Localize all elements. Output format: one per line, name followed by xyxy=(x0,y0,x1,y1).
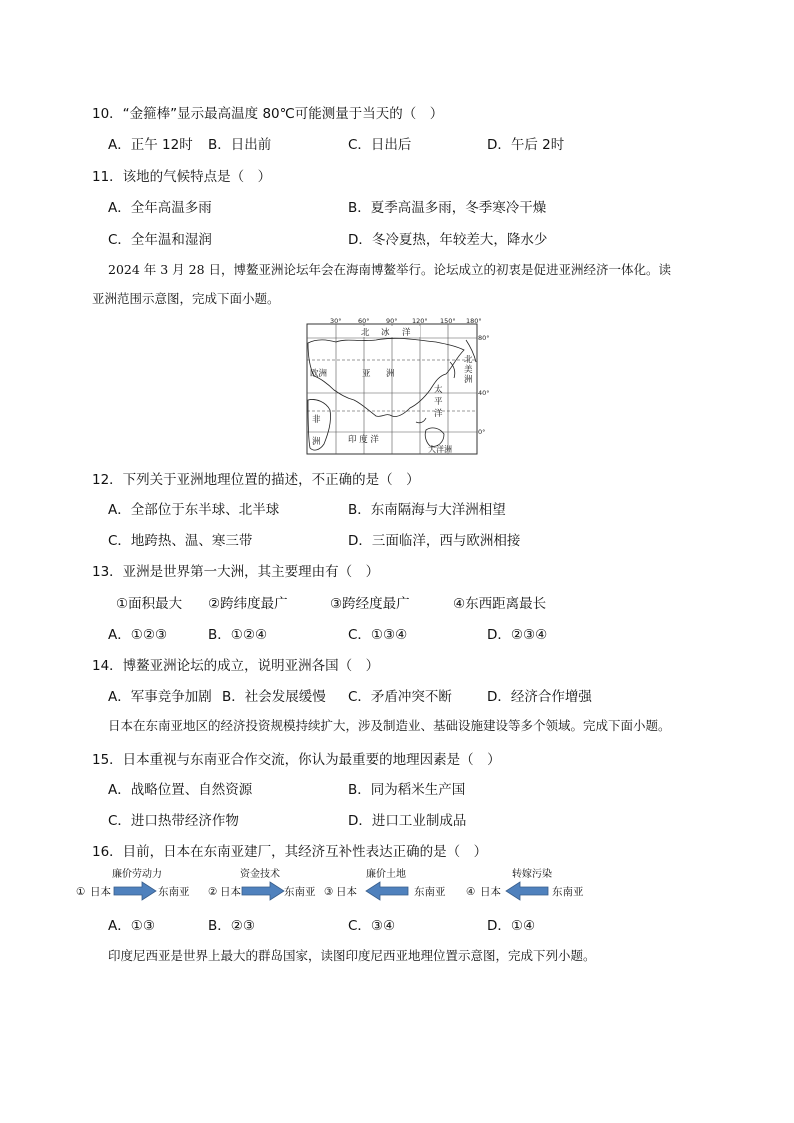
q13-item-1: ①面积最大 xyxy=(116,596,183,612)
question-11-stem: 11．该地的气候特点是（ ） xyxy=(92,169,272,185)
q13-option-d[interactable]: D．②③④ xyxy=(487,627,548,643)
map-lon-180: 180° xyxy=(466,317,482,325)
q16-option-a[interactable]: A．①③ xyxy=(108,918,155,934)
flow-4-arrow-left-icon xyxy=(506,882,548,900)
flow-3-label: 廉价土地 xyxy=(366,869,406,880)
q11-option-c[interactable]: C．全年温和湿润 xyxy=(108,232,212,248)
question-10-stem: 10．“金箍棒”显示最高温度 80℃可能测量于当天的（ ） xyxy=(92,106,444,122)
flow-2-from: 日本 xyxy=(220,886,241,898)
q14-option-b[interactable]: B．社会发展缓慢 xyxy=(222,689,326,705)
flow-1-arrow-right-icon xyxy=(114,882,156,900)
q15-option-b[interactable]: B．同为稻米生产国 xyxy=(348,782,466,798)
q13-option-c[interactable]: C．①③④ xyxy=(348,627,408,643)
q11-option-a[interactable]: A．全年高温多雨 xyxy=(108,200,212,216)
map-label-arctic-3: 洋 xyxy=(402,328,411,338)
flow-2-num: ② xyxy=(208,886,218,898)
q14-option-a[interactable]: A．军事竞争加剧 xyxy=(108,689,212,705)
flow-1-to: 东南亚 xyxy=(158,886,190,898)
map-label-oceania: 大洋洲 xyxy=(428,445,452,454)
q10-option-a[interactable]: A．正午 12时 xyxy=(108,137,193,153)
q11-option-b[interactable]: B．夏季高温多雨，冬季寒冷干燥 xyxy=(348,200,547,216)
q15-option-a[interactable]: A．战略位置、自然资源 xyxy=(108,782,253,798)
flow-1-from: 日本 xyxy=(90,886,111,898)
map-label-asia-1: 亚 xyxy=(362,369,371,379)
map-label-na-2: 美 xyxy=(464,365,473,375)
q12-option-d[interactable]: D．三面临洋，西与欧洲相接 xyxy=(348,533,521,549)
q13-item-3: ③跨经度最广 xyxy=(330,596,410,612)
q12-option-c[interactable]: C．地跨热、温、寒三带 xyxy=(108,533,253,549)
map-label-na-1: 北 xyxy=(464,355,473,365)
flow-3-to: 东南亚 xyxy=(414,886,446,898)
flow-4-num: ④ xyxy=(466,886,476,898)
q13-item-4: ④东西距离最长 xyxy=(453,596,547,612)
map-lon-150: 150° xyxy=(440,317,456,325)
map-lon-120: 120° xyxy=(412,317,428,325)
question-16-stem: 16．目前，日本在东南亚建厂，其经济互补性表达正确的是（ ） xyxy=(92,844,488,860)
q15-option-c[interactable]: C．进口热带经济作物 xyxy=(108,813,239,829)
flow-2-label: 资金技术 xyxy=(240,869,280,880)
q12-option-a[interactable]: A．全部位于东半球、北半球 xyxy=(108,502,280,518)
map-label-arctic-1: 北 xyxy=(361,328,370,338)
intro-asia-line1: 2024 年 3 月 28 日，博鳌亚洲论坛年会在海南博鳌举行。论坛成立的初衷是促进亚洲经济一体化。读 xyxy=(108,262,672,277)
q16-option-b[interactable]: B．②③ xyxy=(208,918,255,934)
flow-4-to: 东南亚 xyxy=(552,886,584,898)
q15-option-d[interactable]: D．进口工业制成品 xyxy=(348,813,467,829)
map-label-arctic-2: 冰 xyxy=(381,328,390,338)
map-lon-30: 30° xyxy=(330,317,342,325)
q16-option-d[interactable]: D．①④ xyxy=(487,918,536,934)
flow-3-from: 日本 xyxy=(336,886,357,898)
economic-flow-diagrams xyxy=(70,864,610,904)
map-label-pacific-1: 太 xyxy=(434,385,443,395)
question-15-stem: 15．日本重视与东南亚合作交流，你认为最重要的地理因素是（ ） xyxy=(92,752,501,768)
intro-indonesia: 印度尼西亚是世界上最大的群岛国家，读图印度尼西亚地理位置示意图，完成下列小题。 xyxy=(108,948,596,963)
flow-4-label: 转嫁污染 xyxy=(512,869,552,880)
map-label-pacific-3: 洋 xyxy=(434,409,443,419)
flow-4-from: 日本 xyxy=(480,886,501,898)
q13-option-b[interactable]: B．①②④ xyxy=(208,627,268,643)
intro-asia-line2: 亚洲范围示意图，完成下面小题。 xyxy=(92,291,280,306)
q10-option-d[interactable]: D．午后 2时 xyxy=(487,137,565,153)
q10-option-c[interactable]: C．日出后 xyxy=(348,137,412,153)
map-label-africa-2: 洲 xyxy=(312,437,321,447)
map-label-na-3: 洲 xyxy=(464,375,473,385)
map-lat-40: 40° xyxy=(478,389,490,397)
map-label-africa-1: 非 xyxy=(312,415,321,425)
map-label-indian-ocean: 印 度 洋 xyxy=(348,435,379,445)
map-label-europe: 欧洲 xyxy=(310,369,328,379)
map-label-pacific-2: 平 xyxy=(434,397,443,407)
flow-1-num: ① xyxy=(76,886,86,898)
intro-japan: 日本在东南亚地区的经济投资规模持续扩大，涉及制造业、基础设施建设等多个领域。完成下面小题。 xyxy=(108,718,671,733)
q14-option-d[interactable]: D．经济合作增强 xyxy=(487,689,592,705)
map-lon-60: 60° xyxy=(358,317,370,325)
q12-option-b[interactable]: B．东南隔海与大洋洲相望 xyxy=(348,502,506,518)
q13-item-2: ②跨纬度最广 xyxy=(208,596,288,612)
flow-2-to: 东南亚 xyxy=(284,886,316,898)
flow-3-num: ③ xyxy=(324,886,334,898)
q14-option-c[interactable]: C．矛盾冲突不断 xyxy=(348,689,452,705)
map-lon-90: 90° xyxy=(386,317,398,325)
question-12-stem: 12．下列关于亚洲地理位置的描述，不正确的是（ ） xyxy=(92,472,420,488)
map-lat-0: 0° xyxy=(478,428,486,436)
question-14-stem: 14．博鳌亚洲论坛的成立，说明亚洲各国（ ） xyxy=(92,658,380,674)
q13-option-a[interactable]: A．①②③ xyxy=(108,627,168,643)
map-lat-80: 80° xyxy=(478,334,490,342)
question-13-stem: 13．亚洲是世界第一大洲，其主要理由有（ ） xyxy=(92,564,380,580)
map-label-asia-2: 洲 xyxy=(386,369,395,379)
flow-3-arrow-left-icon xyxy=(366,882,408,900)
q11-option-d[interactable]: D．冬冷夏热，年较差大，降水少 xyxy=(348,232,548,248)
flow-2-arrow-right-icon xyxy=(242,882,284,900)
q10-option-b[interactable]: B．日出前 xyxy=(208,137,272,153)
asia-map xyxy=(306,318,488,456)
flow-1-label: 廉价劳动力 xyxy=(112,869,162,880)
q16-option-c[interactable]: C．③④ xyxy=(348,918,396,934)
